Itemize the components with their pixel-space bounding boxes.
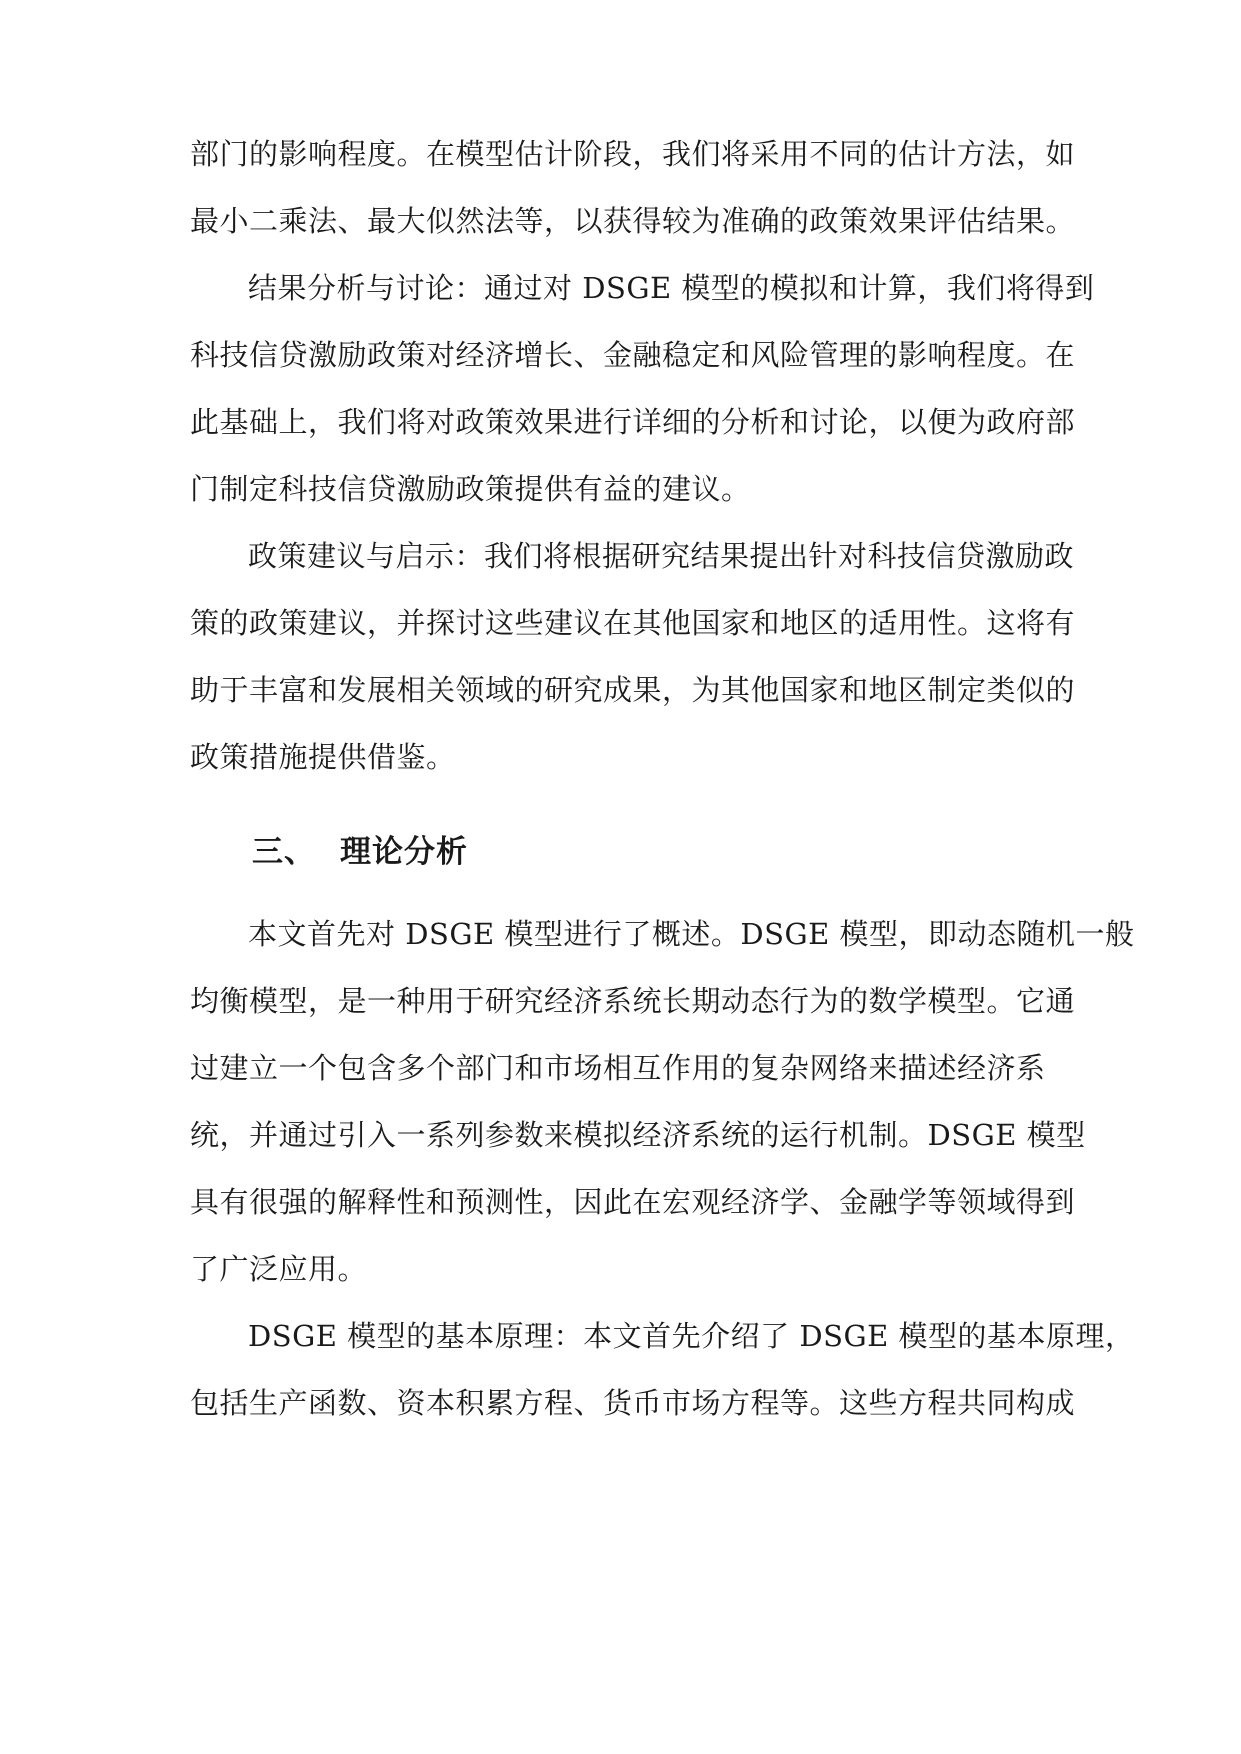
- paragraph-line: 结果分析与讨论：通过对 DSGE 模型的模拟和计算，我们将得到: [248, 271, 1095, 305]
- paragraph-line: 此基础上，我们将对政策效果进行详细的分析和讨论，以便为政府部: [190, 405, 1076, 439]
- paragraph-line: 统，并通过引入一系列参数来模拟经济系统的运行机制。DSGE 模型: [190, 1118, 1086, 1152]
- paragraph-line: 科技信贷激励政策对经济增长、金融稳定和风险管理的影响程度。在: [190, 338, 1076, 372]
- paragraph-line: 了广泛应用。: [190, 1252, 368, 1286]
- paragraph-line: 政策措施提供借鉴。: [190, 740, 456, 774]
- section-title: 理论分析: [340, 834, 468, 870]
- section-heading: [252, 832, 468, 872]
- paragraph-line: 本文首先对 DSGE 模型进行了概述。DSGE 模型，即动态随机一般: [248, 917, 1135, 951]
- paragraph-line: 策的政策建议，并探讨这些建议在其他国家和地区的适用性。这将有: [190, 606, 1076, 640]
- paragraph-line: 助于丰富和发展相关领域的研究成果，为其他国家和地区制定类似的: [190, 673, 1076, 707]
- paragraph-line: 均衡模型，是一种用于研究经济系统长期动态行为的数学模型。它通: [190, 984, 1076, 1018]
- section-number: 三、: [252, 834, 316, 870]
- paragraph-line: 最小二乘法、最大似然法等，以获得较为准确的政策效果评估结果。: [190, 204, 1076, 238]
- paragraph-line: DSGE 模型的基本原理：本文首先介绍了 DSGE 模型的基本原理，: [248, 1319, 1135, 1353]
- paragraph-line: 具有很强的解释性和预测性，因此在宏观经济学、金融学等领域得到: [190, 1185, 1076, 1219]
- paragraph-line: 门制定科技信贷激励政策提供有益的建议。: [190, 472, 751, 506]
- paragraph-line: 包括生产函数、资本积累方程、货币市场方程等。这些方程共同构成: [190, 1386, 1076, 1420]
- paragraph-line: 部门的影响程度。在模型估计阶段，我们将采用不同的估计方法，如: [190, 137, 1076, 171]
- paragraph-line: 政策建议与启示：我们将根据研究结果提出针对科技信贷激励政: [248, 539, 1075, 573]
- paragraph-line: 过建立一个包含多个部门和市场相互作用的复杂网络来描述经济系: [190, 1051, 1046, 1085]
